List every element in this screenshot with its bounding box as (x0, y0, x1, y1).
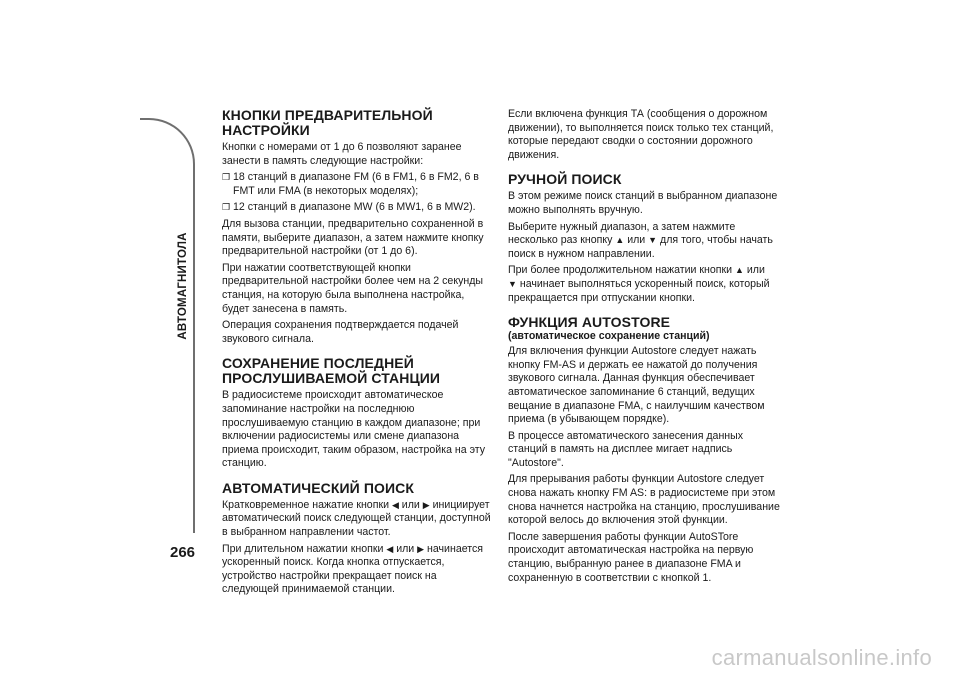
last-station-paragraph: В радиосистеме происходит автоматическое запоминание настройки на последнюю прослушиваемую станцию в каждом диапазоне; при включении радиосистемы или смене диапазона приема происходит, таким образом, настройка на эту станцию. (222, 389, 486, 470)
watermark: carmanualsonline.info (711, 645, 932, 670)
checkbox-bullet-icon: ❒ (222, 202, 231, 213)
presets-paragraph-3: При нажатии соответствующей кнопки предварительной настройки более чем на 2 секунды станция, на которую была выполнена настройка, будет занесена в память. (222, 261, 484, 315)
triangle-up-icon: ▲ (615, 235, 625, 246)
manual-search-paragraph-3: При более продолжительном нажатии кнопки ▲ или ▼ начинает выполняться ускоренный поиск, который прекращается при отпускании кнопки. (508, 264, 770, 304)
autostore-paragraph-1: Для включения функции Autostore следует нажать кнопку FM-AS и держать ее нажатой до получения звукового сигнала. Данная функция обеспечивает автоматическое запоминание 6 станций, ведущих вещание в диапазоне FMA, с наилучшим качеством приема (в убывающем порядке). (508, 345, 765, 426)
presets-heading: КНОПКИ ПРЕДВАРИТЕЛЬНОЙ НАСТРОЙКИ (222, 107, 433, 138)
ta-paragraph: Если включена функция ТА (сообщения о дорожном движении), то выполняется поиск только тех станций, которые передают сводки о состоянии дорожного движения. (508, 108, 774, 161)
auto-search-paragraph-2: При длительном нажатии кнопки ◀ или ▶ начинается ускоренный поиск. Когда кнопка отпускается, устройство настройки прекращает поиск на следующей принимаемой станции. (222, 542, 484, 596)
presets-paragraph-4: Операция сохранения подтверждается подачей звукового сигнала. (222, 319, 459, 345)
page-number: 266 (170, 544, 196, 561)
triangle-left-icon: ◀ (386, 543, 394, 554)
triangle-up-icon: ▲ (734, 265, 744, 276)
triangle-down-icon: ▼ (508, 278, 517, 289)
left-column (222, 108, 492, 600)
triangle-right-icon: ▶ (417, 543, 425, 554)
bullet-item-mw: ❒ 12 станций в диапазоне MW (6 в MW1, 6 в MW2). (222, 201, 476, 214)
manual-search-paragraph-2: Выберите нужный диапазон, а затем нажмите несколько раз кнопку ▲ или ▼ для того, чтобы начать поиск в нужном направлении. (508, 220, 773, 260)
triangle-left-icon: ◀ (391, 499, 399, 510)
manual-search-heading: РУЧНОЙ ПОИСК (508, 171, 622, 188)
triangle-down-icon: ▼ (648, 235, 658, 246)
auto-search-paragraph-1: Кратковременное нажатие кнопки ◀ или ▶ инициирует автоматический поиск следующей станции, доступной в выбранном направлении частот. (222, 498, 491, 539)
manual-search-paragraph-1: В этом режиме поиск станций в выбранном диапазоне можно выполнять вручную. (508, 190, 778, 216)
bullet-item-fm: ❒ 18 станций в диапазоне FM (6 в FM1, 6 в FM2, 6 в FMT или FMA (в некоторых моделях); (222, 171, 479, 197)
presets-paragraph-2: Для вызова станции, предварительно сохраненной в памяти, выберите диапазон, а затем нажмите кнопку предварительной настройки (от 1 до 6). (222, 217, 484, 258)
last-station-heading: СОХРАНЕНИЕ ПОСЛЕДНЕЙ ПРОСЛУШИВАЕМОЙ СТАНЦИИ (222, 355, 441, 387)
autostore-paragraph-3: Для прерывания работы функции Autostore следует снова нажать кнопку FM AS: в радиосистеме при этом снова начнется настройка на станцию, прослушивание которой велось до включения этой функции. (508, 473, 780, 527)
presets-paragraph-1: Кнопки с номерами от 1 до 6 позволяют заранее занести в память следующие настройки: (222, 141, 462, 167)
autostore-heading: ФУНКЦИЯ AUTOSTORE (508, 314, 671, 331)
autostore-paragraph-2: В процессе автоматического занесения данных станций в память на дисплее мигает надпись "Autostore". (508, 429, 744, 469)
autostore-paragraph-4: После завершения работы функции AutoSTore происходит автоматическая настройка на первую станцию, выбранную ранее в диапазоне FMA и сохраненную в соответствии с кнопкой 1. (508, 530, 754, 584)
triangle-right-icon: ▶ (422, 499, 430, 510)
section-side-label: АВТОМАГНИТОЛА (177, 232, 189, 340)
autostore-subheading: (автоматическое сохранение станций) (508, 330, 710, 343)
right-column (508, 108, 784, 588)
checkbox-bullet-icon: ❒ (222, 172, 231, 183)
auto-search-heading: АВТОМАТИЧЕСКИЙ ПОИСК (222, 479, 414, 496)
